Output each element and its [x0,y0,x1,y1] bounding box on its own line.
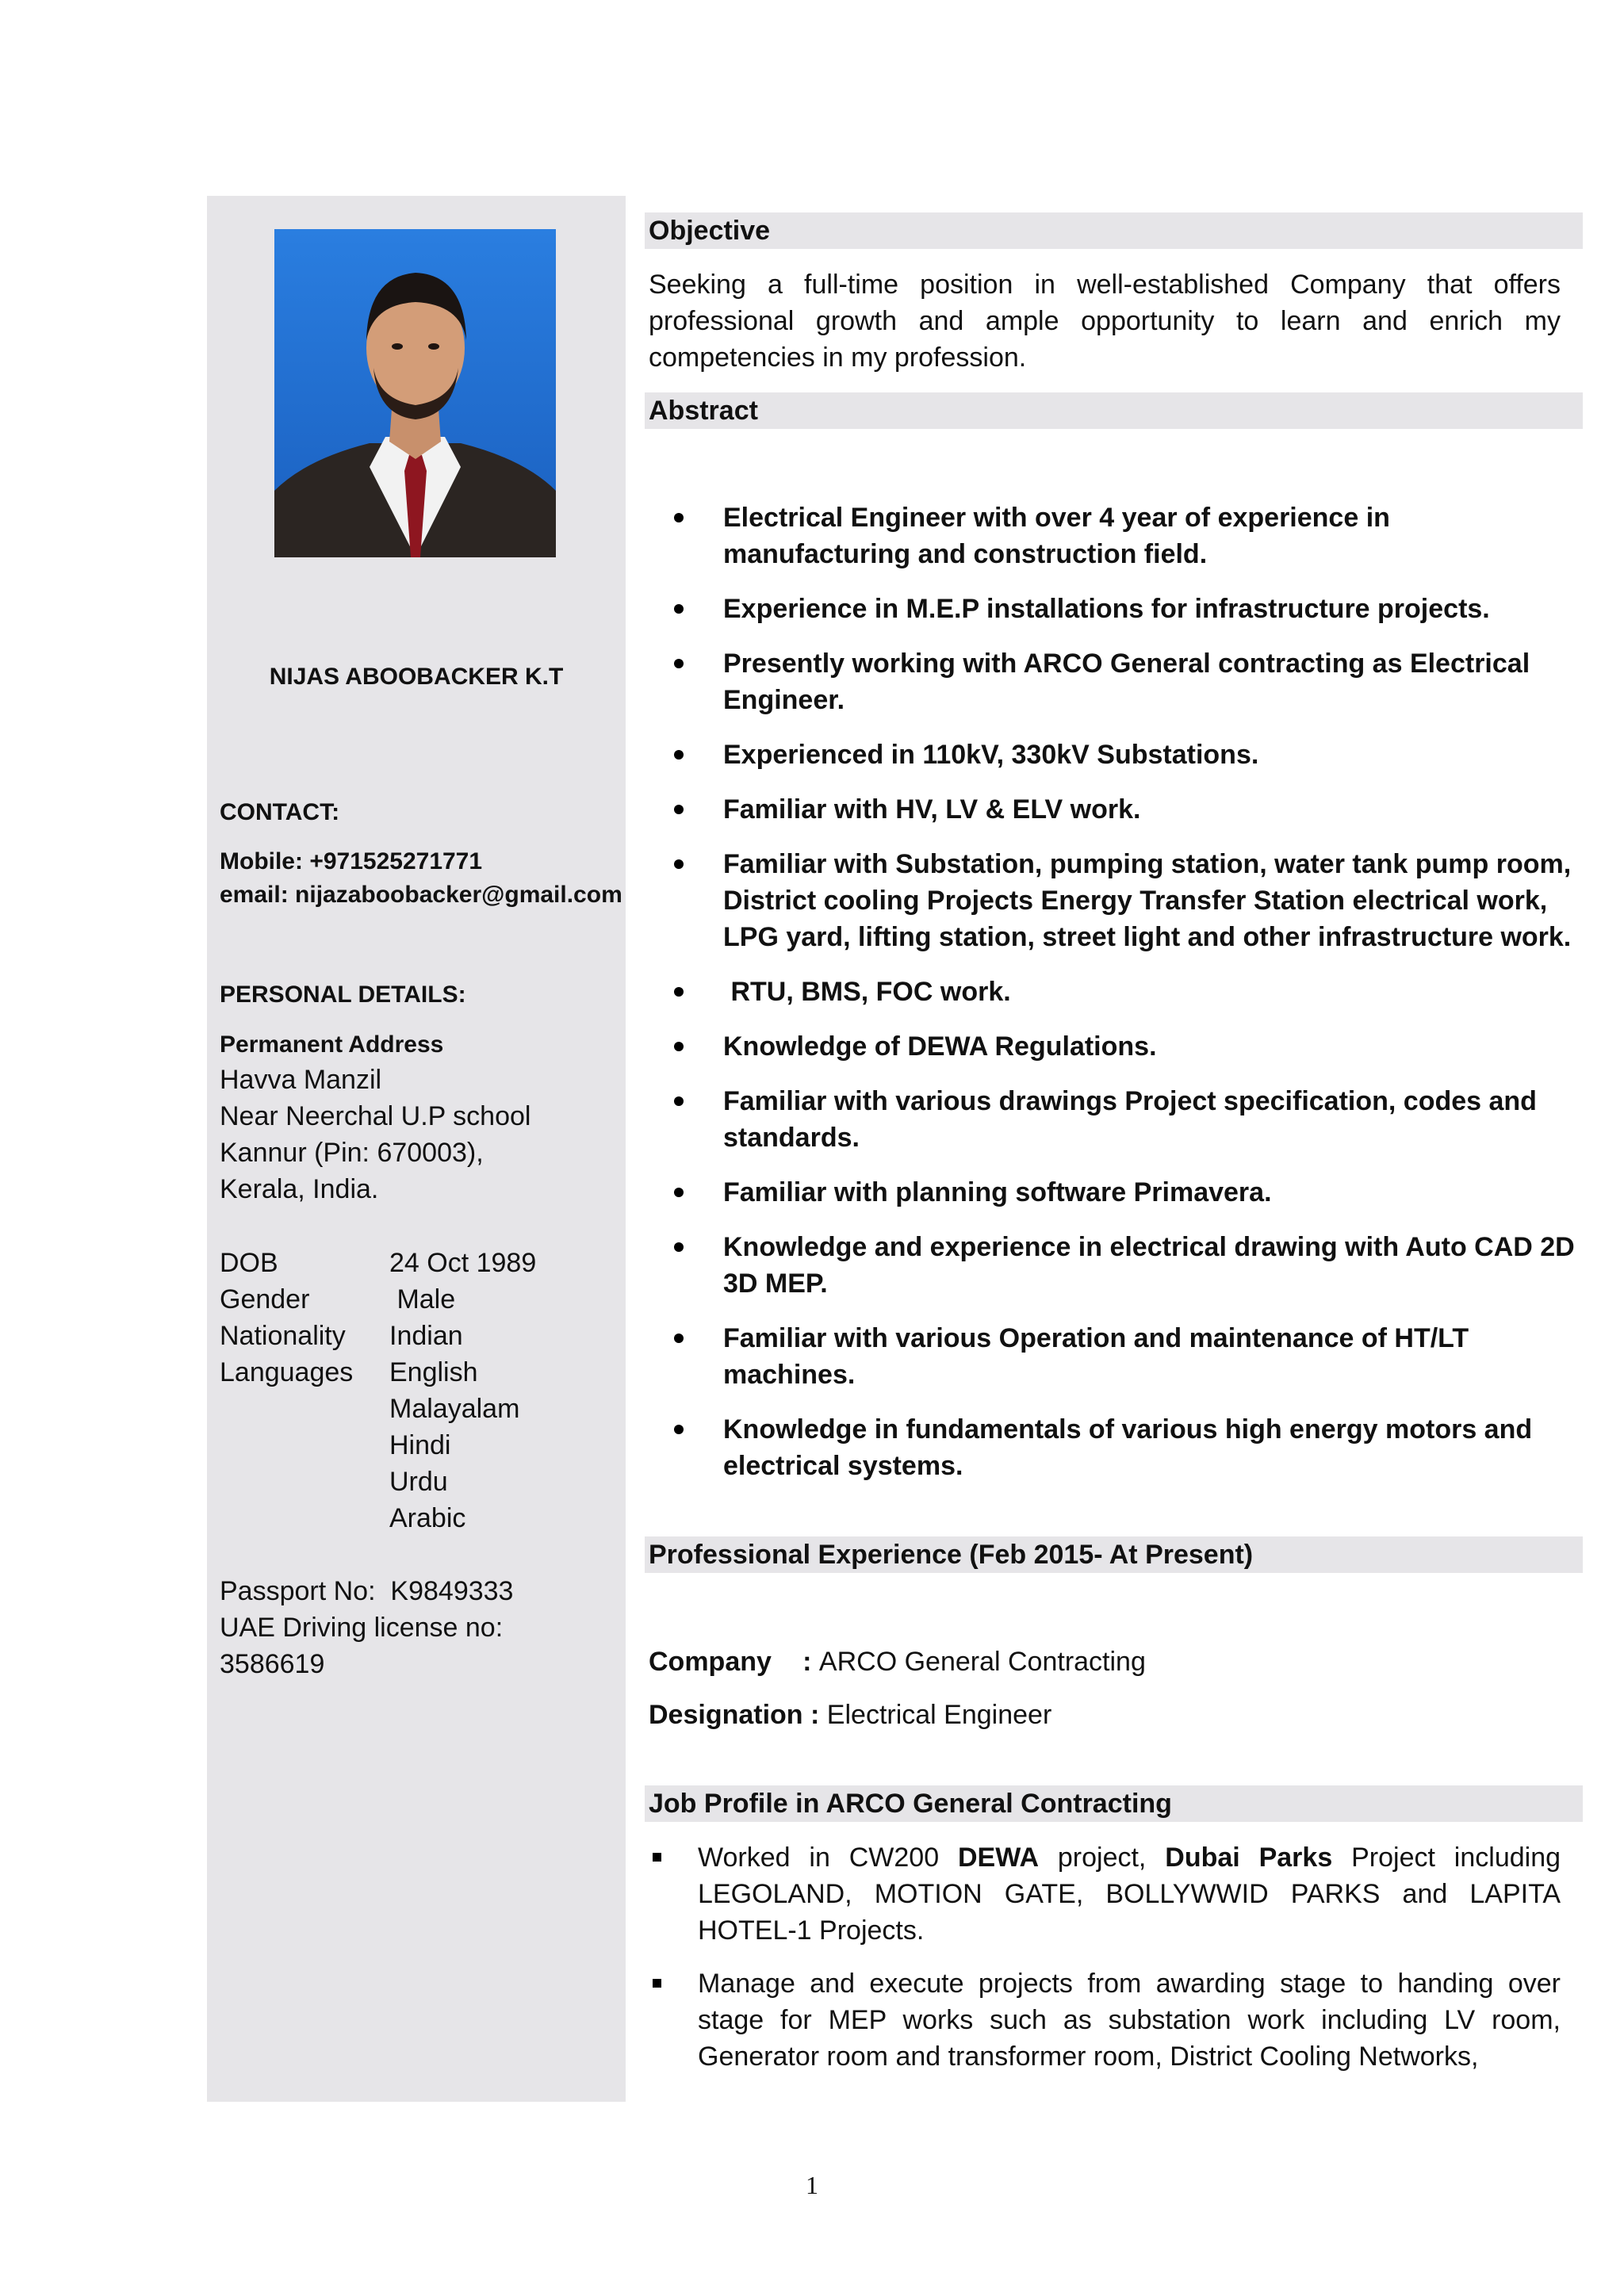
bullet-icon [674,805,684,814]
detail-value: Male [389,1284,456,1314]
detail-row-dob [220,1245,536,1281]
abstract-item: Electrical Engineer with over 4 year of experience in manufacturing and construction field. [649,499,1576,572]
abstract-item: Familiar with planning software Primavera. [649,1174,1576,1211]
license-label: UAE Driving license no: [220,1613,504,1643]
designation-value: Electrical Engineer [826,1700,1052,1730]
abstract-item: RTU, BMS, FOC work. [649,974,1576,1010]
abstract-item: Experienced in 110kV, 330kV Substations. [649,737,1576,773]
bullet-icon [674,659,684,668]
designation-label: Designation : [649,1700,827,1730]
language-item: Urdu [389,1467,448,1497]
abstract-item: Familiar with various Operation and maintenance of HT/LT machines. [649,1320,1576,1393]
address-line: Near Neerchal U.P school [220,1101,531,1131]
detail-key: Nationality [220,1321,346,1351]
objective-text: Seeking a full-time position in well-established Company that offers professional growth and ample opportunity to learn and enrich my competencies in my profession. [649,270,1561,373]
personal-details-heading: PERSONAL DETAILS: [220,982,466,1008]
language-item: Hindi [389,1430,451,1460]
candidate-name: NIJAS ABOOBACKER K.T [269,664,564,690]
job-profile-heading: Job Profile in ARCO General Contracting [645,1785,1583,1822]
passport-number: Passport No: K9849333 [220,1576,514,1606]
detail-row-gender [220,1281,455,1318]
company-value: ARCO General Contracting [818,1647,1146,1677]
company-row [649,1644,1561,1680]
abstract-item: Knowledge in fundamentals of various high energy motors and electrical systems. [649,1411,1576,1484]
square-bullet-icon [653,1853,661,1862]
profile-photo [274,229,556,557]
abstract-item: Experience in M.E.P installations for infrastructure projects. [649,591,1576,627]
license-number: 3586619 [220,1649,325,1679]
detail-value: English [389,1357,478,1387]
company-separator: : [795,1647,819,1677]
experience-heading: Professional Experience (Feb 2015- At Present) [645,1536,1583,1573]
language-item: Arabic [389,1503,466,1533]
bullet-icon [674,1188,684,1197]
bullet-icon [674,513,684,522]
page-number: 1 [806,2171,818,2199]
bullet-icon [674,1242,684,1252]
abstract-item: Knowledge of DEWA Regulations. [649,1028,1576,1065]
objective-heading: Objective [645,212,1583,249]
bullet-icon [674,1096,684,1106]
abstract-item: Familiar with HV, LV & ELV work. [649,791,1576,828]
bullet-icon [674,1042,684,1051]
abstract-heading: Abstract [645,392,1583,429]
job-profile-item: Manage and execute projects from awarding stage to handing over stage for MEP works such as substation work including LV room, Generator room and transformer room, District Cooling Networks, [649,1965,1561,2075]
abstract-item: Familiar with various drawings Project specification, codes and standards. [649,1083,1576,1156]
detail-value: 24 Oct 1989 [389,1248,537,1278]
detail-key: Gender [220,1284,310,1314]
detail-row-nationality [220,1318,463,1354]
square-bullet-icon [653,1979,661,1988]
abstract-item: Knowledge and experience in electrical drawing with Auto CAD 2D 3D MEP. [649,1229,1576,1302]
bullet-icon [674,1334,684,1343]
abstract-item: Presently working with ARCO General contracting as Electrical Engineer. [649,645,1576,718]
address-line: Havva Manzil [220,1065,382,1095]
company-label: Company [649,1647,772,1677]
address-line: Kerala, India. [220,1174,379,1204]
designation-row [649,1697,1561,1733]
detail-value: Indian [389,1321,463,1351]
detail-key: DOB [220,1248,278,1278]
detail-key: Languages [220,1357,354,1387]
bullet-icon [674,604,684,614]
address-heading: Permanent Address [220,1031,444,1058]
address-line: Kannur (Pin: 670003), [220,1138,484,1168]
bullet-icon [674,859,684,869]
job-profile-item: Worked in CW200 DEWA project, Dubai Parks Project including LEGOLAND, MOTION GATE, BOLLYWWID PARKS and LAPITA HOTEL-1 Projects. [649,1839,1561,1949]
mobile-number: Mobile: +971525271771 [220,848,483,874]
bullet-icon [674,987,684,997]
bullet-icon [674,750,684,760]
bullet-icon [674,1425,684,1434]
contact-heading: CONTACT: [220,799,340,825]
email-address: email: nijazaboobacker@gmail.com [220,882,622,908]
abstract-item: Familiar with Substation, pumping station, water tank pump room, District cooling Projects Energy Transfer Station electrical work, LPG yard, lifting station, street light and other infrastructure work. [649,846,1576,955]
detail-row-languages [220,1354,478,1391]
language-item: Malayalam [389,1394,520,1424]
